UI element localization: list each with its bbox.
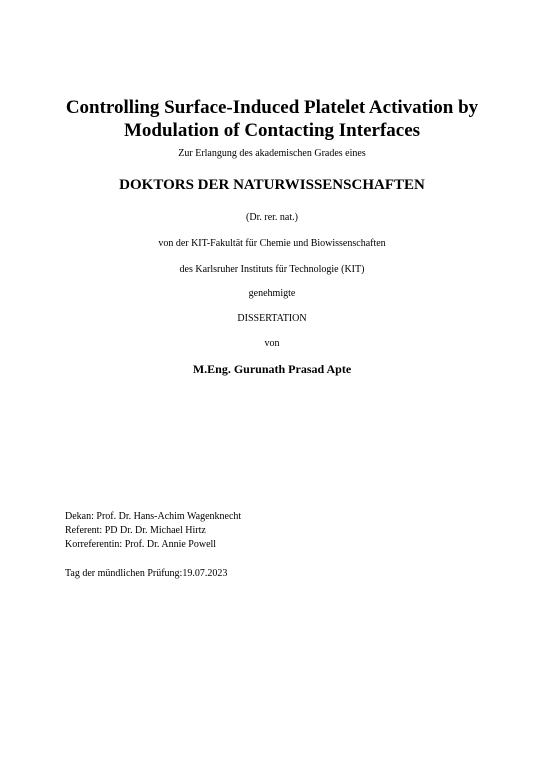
committee-block [65, 510, 241, 552]
approved-line: genehmigte [248, 288, 296, 299]
document-type: DISSERTATION [237, 313, 307, 324]
author-name: M.Eng. Gurunath Prasad Apte [192, 362, 352, 376]
dean-line: Dekan: Prof. Dr. Hans-Achim Wagenknecht [65, 511, 242, 522]
exam-date-line: Tag der mündlichen Prüfung:19.07.2023 [65, 568, 228, 579]
thesis-title-line-2: Modulation of Contacting Interfaces [123, 120, 421, 141]
degree-abbreviation: (Dr. rer. nat.) [246, 212, 298, 223]
degree-intro: Zur Erlangung des akademischen Grades eines [178, 148, 366, 159]
faculty-line: von der KIT-Fakultät für Chemie und Biowissenschaften [158, 238, 386, 249]
degree-name: DOKTORS DER NATURWISSENSCHAFTEN [119, 177, 425, 193]
thesis-title [0, 96, 544, 142]
coreferee-line: Korreferentin: Prof. Dr. Annie Powell [65, 539, 217, 550]
referee-line: Referent: PD Dr. Dr. Michael Hirtz [65, 525, 206, 536]
thesis-title-line-1: Controlling Surface-Induced Platelet Activation by [65, 97, 479, 118]
by-line: von [264, 338, 280, 349]
institute-line: des Karlsruher Instituts für Technologie (KIT) [179, 264, 365, 275]
